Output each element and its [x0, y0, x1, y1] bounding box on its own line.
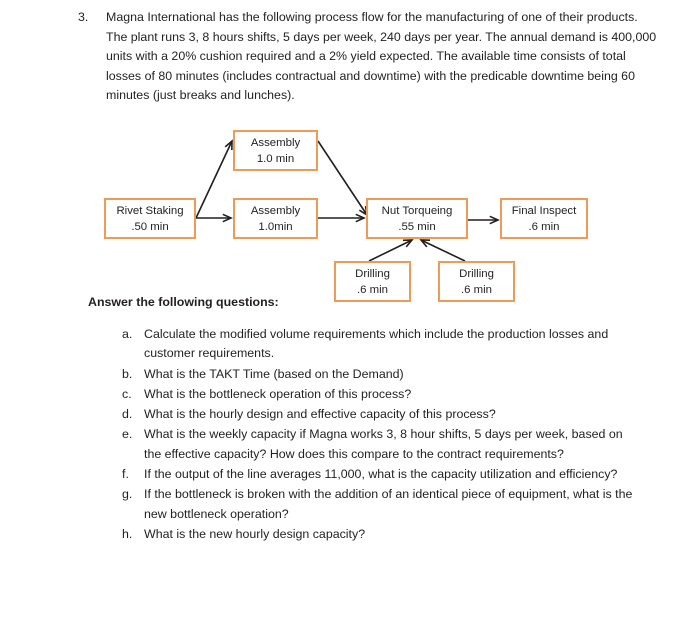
process-box-name: Drilling: [459, 267, 494, 280]
flow-arrow-rivet-to-assembly-top: [196, 141, 232, 218]
question-text: What is the weekly capacity if Magna works 3, 8 hour shifts, 5 days per week, based on the effective capacity? How does this compare to the contract requirements?: [144, 427, 623, 461]
flow-arrow-drilling-right-to-nut: [421, 240, 465, 261]
process-box-time: .6 min: [460, 283, 493, 296]
question-text: What is the bottleneck operation of this process?: [144, 386, 412, 401]
question-letter: d.: [122, 407, 133, 422]
process-box-rivet-staking: [104, 198, 196, 239]
question-letter: h.: [122, 526, 133, 541]
question-text: What is the hourly design and effective capacity of this process?: [144, 407, 496, 422]
question-letter: a.: [122, 327, 133, 341]
question-item-a: [122, 325, 642, 364]
process-box-assembly-top: [233, 130, 318, 171]
process-box-name: Nut Torqueing: [381, 204, 453, 217]
question-letter: e.: [122, 427, 133, 442]
question-text: If the bottleneck is broken with the addition of an identical piece of equipment, what is the new bottleneck operation?: [144, 487, 633, 521]
question-item-b: [122, 365, 642, 384]
process-box-name: Drilling: [355, 267, 390, 280]
process-box-drilling-right: [438, 261, 515, 302]
question-item-h: [122, 525, 642, 544]
process-box-name: Final Inspect: [511, 204, 577, 217]
question-letter: c.: [122, 386, 132, 401]
process-box-nut-torqueing: [366, 198, 468, 239]
question-text: Calculate the modified volume requirements which include the production losses and customer requirements.: [144, 327, 609, 361]
flow-arrow-rivet-to-assembly-mid: [196, 214, 231, 221]
problem-number: 3.: [78, 10, 89, 24]
question-item-c: [122, 385, 642, 404]
process-box-assembly-mid: [233, 198, 318, 239]
question-letter: f.: [122, 467, 129, 482]
question-item-g: [122, 485, 642, 524]
process-box-drilling-left: [334, 261, 411, 302]
problem-text: Magna International has the following process flow for the manufacturing of one of their products. The plant runs 3, 8 hours shifts, 5 days per week, 240 days per year. The annual demand is 400,000 units with a 20% cushion required and a 2% yield expected. The available time consists of total losses of 80 minutes (includes contractual and downtime) with the predicable downtime being 60 minutes (just breaks and lunches).: [106, 10, 657, 102]
question-item-e: [122, 425, 642, 464]
question-text: What is the new hourly design capacity?: [144, 526, 366, 541]
process-box-time: .55 min: [398, 220, 436, 233]
process-box-name: Rivet Staking: [116, 204, 184, 217]
process-box-name: Assembly: [250, 136, 301, 149]
question-letter: b.: [122, 366, 133, 381]
flow-arrow-assembly-top-to-nut: [318, 141, 367, 215]
answer-heading: Answer the following questions:: [88, 295, 279, 309]
process-box-name: Assembly: [250, 204, 301, 217]
process-box-final-inspect: [500, 198, 588, 239]
question-item-d: [122, 405, 642, 424]
process-box-time: 1.0 min: [256, 152, 295, 165]
questions-list: [122, 325, 642, 545]
flow-arrow-drilling-left-to-nut: [369, 240, 412, 261]
process-box-time: .50 min: [131, 220, 169, 233]
process-box-time: 1.0min: [258, 220, 293, 233]
flow-arrow-assembly-mid-to-nut: [318, 214, 364, 221]
question-text: If the output of the line averages 11,000, what is the capacity utilization and efficiency?: [144, 467, 618, 482]
question-text: What is the TAKT Time (based on the Demand): [144, 366, 404, 381]
question-letter: g.: [122, 487, 133, 502]
flow-arrow-nut-to-final-inspect: [468, 216, 498, 223]
process-box-time: .6 min: [356, 283, 389, 296]
question-item-f: [122, 465, 642, 484]
process-box-time: .6 min: [528, 220, 560, 233]
